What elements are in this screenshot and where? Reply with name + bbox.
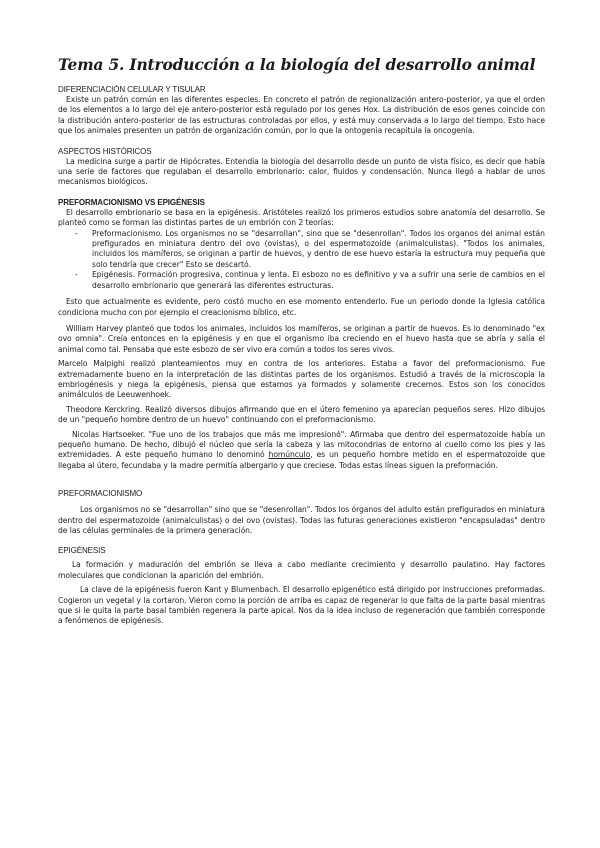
paragraph: Theodore Kerckring. Realizó diversos dibujos afirmando que en el útero femenino ya aparecían pequeños seres. Hizo dibujos de un "pequeño hombre dentro de un huevo" continuando con el preformacionismo.	[58, 404, 545, 425]
paragraph: El desarrollo embrionario se basa en la epigénesis. Aristóteles realizó los primeros estudios sobre anatomía del desarrollo. Se planteó como se forman las distintas partes de un embrión con 2 teorías:	[58, 207, 545, 228]
paragraph: Marcelo Malpighi realizó planteamientos muy en contra de los anteriores. Estaba a favor del preformacionismo. Fue extremadamente bueno en la interpretación de las distintas partes de los organismos. Estudió a través de la microscopía la embriogénesis y niega la epigénesis, piensa que estamos ya formados y solamente crecemos. Estos son los conocidos animálculos de Leeuwenhoek.	[58, 359, 545, 400]
section-aspectos-historicos	[58, 147, 545, 188]
paragraph-text: Nicolas Hartsoeker. "Fue uno de los trabajos que más me impresionó". Afirmaba que dentro del espermatozoide había un pequeño humano. De hecho, dibujó el núcleo que sería la cabeza y las mitocondrias de entorno al cuello como los pies y las extremidades. A este pequeño humano lo denominó	[58, 429, 545, 460]
section-epigenesis	[58, 546, 545, 626]
list-item-text: Preformacionismo. Los organismos no se "desarrollan", sino que se "desenrollan". Todos los organos del animal están prefigurados en miniatura dentro del ovo (ovistas), o del espermatozoide (animalculistas). "Todos los animales, incluidos los mamíferos, se originan a partir de huevos, y dentro de ese huevo estaría la estructura muy pequeña que solo tendría que crecer" Esto se descartó.	[92, 228, 545, 269]
paragraph-text: , es un pequeño hombre metido en el espermatozoide que llegaba al útero, fecundaba y la madre permitía albergarlo y que creciese. Todas estas líneas siguen la preformación.	[58, 450, 546, 470]
section-heading: PREFORMACIONISMO VS EPIGÉNESIS	[58, 197, 205, 207]
section-preformacionismo	[58, 489, 545, 536]
document-page	[58, 55, 545, 627]
paragraph: Los organismos no se "desarrollan" sino que se "desenrollan". Todos los órganos del adulto están prefigurados en miniatura dentro del espermatozoide (animalculistas) o del ovo (ovistas). Todas las futuras generaciones existieron "encapsuladas" dentro de las células germinales de la primera generación.	[58, 505, 545, 535]
bullet-dash: -	[75, 270, 78, 280]
paragraph: Esto que actualmente es evidente, pero costó mucho en ese momento entenderlo. Fue un periodo donde la Iglesia católica condiciona mucho con por ejemplo el creacionismo bíblico, etc.	[58, 297, 545, 317]
paragraph: La clave de la epigénesis fueron Kant y Blumenbach. El desarrollo epigenético está dirigido por instrucciones preformadas. Cogieron un vegetal y la cortaron. Vieron como la porción de arriba es capaz de regenerar lo que falta de la parte basal mientras que si le quita la parte basal también regenera la parte apical. Nos da la idea incluso de regeneración que también corresponde a fenómenos de epigénesis.	[58, 585, 545, 626]
section-preformacionismo-vs-epigenesis	[58, 198, 545, 471]
section-heading: DIFERENCIACIÓN CELULAR Y TISULAR	[58, 85, 206, 94]
section-heading: PREFORMACIONISMO	[58, 489, 143, 499]
list-item	[58, 270, 545, 291]
paragraph: La formación y maduración del embrión se lleva a cabo mediante crecimiento y desarrollo paulatino. Hay factores moleculares que condicionan la aparición del embrión.	[58, 560, 545, 580]
bullet-dash: -	[75, 228, 78, 238]
theory-list	[58, 229, 545, 291]
underlined-term: homúnculo	[268, 450, 311, 460]
list-item-text: Epigénesis. Formación progresiva, continua y lenta. El esbozo no es definitivo y va a sufrir una serie de cambios en el desarrollo embrionario que generará las diferentes estructuras.	[92, 270, 545, 290]
section-heading: EPIGÉNESIS	[58, 546, 106, 556]
paragraph: William Harvey planteó que todos los animales, incluidos los mamíferos, se originan a partir de huevos. Es lo denominado "ex ovo omnia". Creía entonces en la epigénesis y en que el organismo iba creciendo en el huevo hasta que se abría y salía el animal como tal. Pensaba que este esbozo de ser vivo era común a todos los seres vivos.	[58, 323, 545, 354]
paragraph	[58, 430, 545, 472]
paragraph: Existe un patrón común en las diferentes especies. En concreto el patrón de regionalización antero-posterior, ya que el orden de los elementos a lo largo del eje antero-posterior está regulado por los genes Hox. La distribución de esos genes coincide con la distribución antero-posterior de las estructuras controladas por ellos, y está muy conservada a lo largo del tiempo. Esto hace que los animales presenten un patrón de organización común, por lo que la ontogenia recapitula la oncogenia.	[58, 95, 545, 136]
section-diferenciacion	[58, 85, 545, 137]
document-title: Tema 5. Introducción a la biología del desarrollo animal	[58, 55, 536, 74]
section-heading: ASPECTOS HISTÓRICOS	[58, 146, 152, 156]
paragraph: La medicina surge a partir de Hipócrates. Entendía la biología del desarrollo desde un punto de vista físico, es decir que había una serie de factores que regulaban el desarrollo embrionario: calor, fluidos y condensación. Nunca llegó a hablar de unos mecanismos biológicos.	[58, 156, 545, 187]
list-item	[58, 229, 545, 271]
